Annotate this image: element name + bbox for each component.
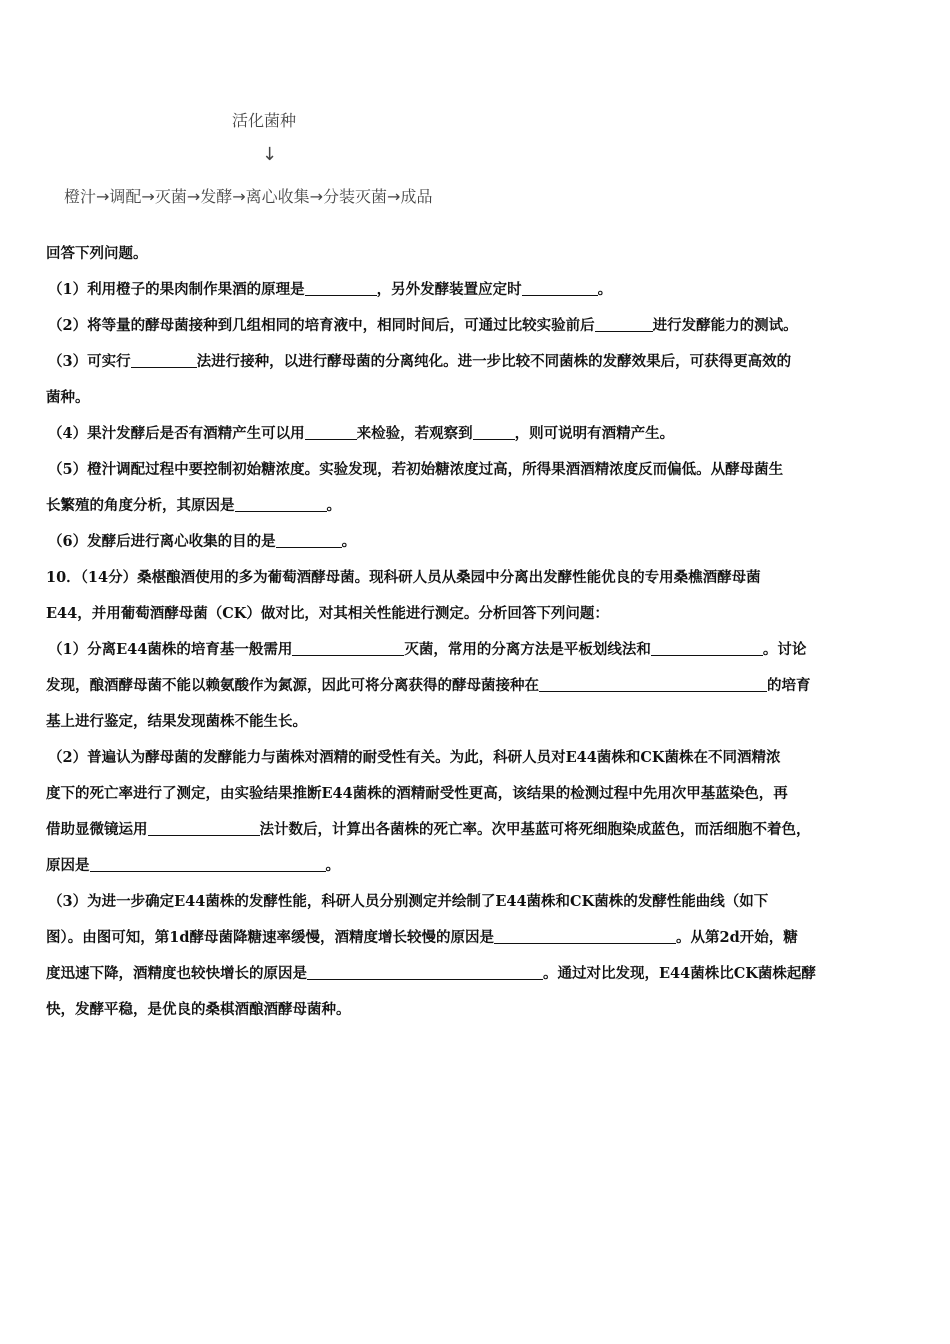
text-span: ，另外发酵装置应定时 <box>376 281 522 298</box>
answer-blank <box>292 641 404 656</box>
text-line <box>46 956 912 992</box>
text-line <box>46 812 912 848</box>
text-span: 来检验，若观察到 <box>356 425 473 442</box>
answer-blank <box>235 497 327 512</box>
answer-blank <box>651 641 763 656</box>
question-1 <box>46 272 912 308</box>
text-span: 度迅速下降，酒精度也较快增长的原因是 <box>46 965 307 982</box>
answer-blank <box>148 821 260 836</box>
answer-blank <box>539 677 767 692</box>
question-text <box>46 236 912 1028</box>
question-3 <box>46 344 912 380</box>
text-span: 的培育 <box>767 677 811 694</box>
text-line: 回答下列问题。 <box>46 245 148 262</box>
answer-blank <box>90 857 326 872</box>
text-span: （1）利用橙子的果肉制作果酒的原理是 <box>48 281 305 298</box>
text-span: （1）分离E44菌株的培育基一般需用 <box>48 641 293 658</box>
text-span: 。 <box>326 497 341 514</box>
answer-blank <box>305 425 357 440</box>
text-span: 法计数后，计算出各菌株的死亡率。次甲基蓝可将死细胞染成蓝色，而活细胞不着色， <box>259 821 811 838</box>
text-line: 基上进行鉴定，结果发现菌株不能生长。 <box>46 713 307 730</box>
answer-blank <box>473 425 515 440</box>
text-span: （4）果汁发酵后是否有酒精产生可以用 <box>48 425 305 442</box>
text-span: 长繁殖的角度分析，其原因是 <box>46 497 235 514</box>
flow-node-activate-strain: 活化菌种 <box>232 111 297 130</box>
text-line: 快，发酵平稳，是优良的桑棋酒酿酒酵母菌种。 <box>46 1001 351 1018</box>
answer-blank <box>305 281 377 296</box>
question-10-3: （3）为进一步确定E44菌株的发酵性能，科研人员分别测定并绘制了E44菌株和CK菌株的发酵性能曲线（如下 <box>48 893 769 910</box>
question-5: （5）橙汁调配过程中要控制初始糖浓度。实验发现，若初始糖浓度过高，所得果酒酒精浓度反而偏低。从酵母菌生 <box>48 461 784 478</box>
question-4 <box>46 416 912 452</box>
text-span: 借助显微镜运用 <box>46 821 148 838</box>
text-span: 。 <box>597 281 613 298</box>
text-line <box>46 920 912 956</box>
question-10-2: （2）普遍认为酵母菌的发酵能力与菌株对酒精的耐受性有关。为此，科研人员对E44菌株和CK菌株在不同酒精浓 <box>48 749 781 766</box>
flow-arrow-down-icon: ↓ <box>262 144 278 165</box>
answer-blank <box>494 929 676 944</box>
text-line: 菌种。 <box>46 389 90 406</box>
answer-blank <box>131 353 197 368</box>
text-span: 。 <box>341 533 357 550</box>
text-span: 发现，酿酒酵母菌不能以赖氨酸作为氮源，因此可将分离获得的酵母菌接种在 <box>46 677 539 694</box>
text-span: 。通过对比发现，E44菌株比CK菌株起酵 <box>543 965 816 982</box>
question-10-header: 10．（14分）桑椹酿酒使用的多为葡萄酒酵母菌。现科研人员从桑园中分离出发酵性能优良的专用桑樵酒酵母菌 <box>46 569 761 586</box>
text-span: （2）将等量的酵母菌接种到几组相同的培育液中，相同时间后，可通过比较实验前后 <box>48 317 595 334</box>
text-span: 。讨论 <box>762 641 807 658</box>
text-span: 原因是 <box>46 857 90 874</box>
question-6 <box>46 524 912 560</box>
text-line <box>46 668 912 704</box>
flow-process-row: 橙汁→调配→灭菌→发酵→离心收集→分装灭菌→成品 <box>64 187 433 206</box>
answer-blank <box>595 317 653 332</box>
text-span: 。从第2d开始，糖 <box>675 929 798 946</box>
text-line: 度下的死亡率进行了测定，由实验结果推断E44菌株的酒精耐受性更高，该结果的检测过程中先用次甲基蓝染色，再 <box>46 785 788 802</box>
text-span: 。 <box>325 857 340 874</box>
text-span: （6）发酵后进行离心收集的目的是 <box>48 533 276 550</box>
answer-blank <box>522 281 598 296</box>
text-span: 灭菌，常用的分离方法是平板划线法和 <box>404 641 651 658</box>
question-10-1 <box>46 632 912 668</box>
flowchart <box>0 0 950 220</box>
question-2 <box>46 308 912 344</box>
text-span: 图）。由图可知，第1d酵母菌降糖速率缓慢，酒精度增长较慢的原因是 <box>46 929 494 946</box>
text-line <box>46 488 912 524</box>
answer-blank <box>276 533 342 548</box>
text-line: E44，并用葡萄酒酵母菌（CK）做对比，对其相关性能进行测定。分析回答下列问题： <box>46 605 609 622</box>
text-span: （3）可实行 <box>48 353 131 370</box>
text-line <box>46 848 912 884</box>
text-span: ，则可说明有酒精产生。 <box>514 425 675 442</box>
text-span: 法进行接种，以进行酵母菌的分离纯化。进一步比较不同菌株的发酵效果后，可获得更高效的 <box>196 353 792 370</box>
answer-blank <box>307 965 543 980</box>
text-span: 进行发酵能力的测试。 <box>652 317 798 334</box>
